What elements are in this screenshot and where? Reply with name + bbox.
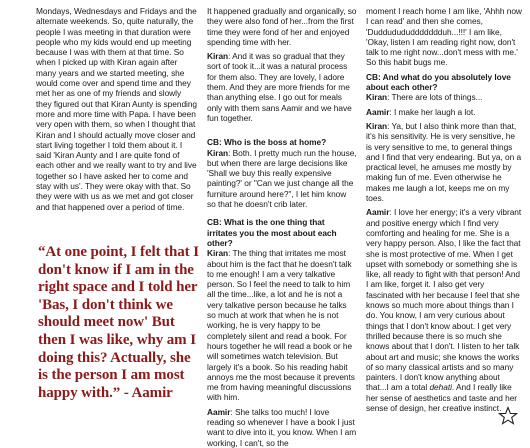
- italic-word: dehati: [429, 382, 452, 393]
- answer-text: : There are lots of things...: [387, 92, 483, 103]
- speaker-name: Kiran: [207, 51, 229, 62]
- body-paragraph: Mondays, Wednesdays and Fridays and the alternate weekends. So, quite naturally, the people I was meeting in that duration were people who my kids would end up meeting because I was with them at that time. So when I picked up with Kiran again after many years and we started meeting, she would come over and spend time and they met her as one of my friends and slowly they figured out that Kiran Aunty is spending more and more time with Papa. I have been very open with them, so when I thought that Kiran and I should actually move closer and start living together I told them about it. I said 'Kiran Aunty and I are quite fond of each other and we really want to try and live together so I have asked her to come and stay with us'. They were okay with that. So they were with us as we met and got closer and that happened over a period of time.: [36, 6, 198, 212]
- answer-text: : I love her energy; it's a very vibrant and positive energy which I find very comforting and healing for me. She is a very happy person. Also, I like the fact that she is most protective of me. When I get upset with somebody or something she is like, all ready to fight with that person! And I am like, forget it. I also get very fascinated with her because I feel that she knows so much more about things than I do. You know, I am very curious about things that I don't know about. I get very thrilled because there is so much she knows about that I don't. I listen to her talk about art and music; she knows the works of so many classical artists and so many painters. I don't know anything about that...I am a total: [366, 207, 522, 393]
- answer-paragraph: [207, 51, 357, 123]
- answer-paragraph: [366, 121, 523, 203]
- speaker-name: Aamir: [366, 106, 390, 117]
- pull-quote: [38, 244, 200, 402]
- speaker-name: Aamir: [207, 406, 231, 417]
- answer-paragraph: [366, 207, 523, 413]
- interview-question: CB: And what do you absolutely love about each other?: [366, 71, 511, 93]
- answer-paragraph: [207, 407, 357, 448]
- column-2: [207, 6, 357, 448]
- pull-quote-attribution: - Aamir: [123, 384, 173, 401]
- answer-text: : I make her laugh a lot.: [389, 106, 476, 117]
- speaker-name: Kiran: [207, 248, 229, 259]
- pull-quote-text: “At one point, I felt that I don't know if I am in the right space and I told her 'Bas, I don't think we should meet now' But then I was like, why am I doing this? Actually, she is the person I am most happy with.”: [38, 244, 199, 401]
- speaker-name: Kiran: [207, 147, 229, 158]
- speaker-name: Kiran: [366, 120, 388, 131]
- answer-text: : Both. I pretty much run the house, but when there are large decisions like 'Shall we buy this really expensive painting?' or "Can we just change all the furniture around here?", I let him know so that he doesn't crib later.: [207, 147, 357, 210]
- interview-question: CB: Who is the boss at home?: [207, 137, 327, 148]
- end-star-icon: [498, 406, 518, 426]
- body-paragraph: moment I reach home I am like, 'Ahhh now I can read' and then she comes, 'Duddudududdddddduh...!!!' I am like, 'Okay, listen I am reading right now, don't talk to me right now...don't mess with me.' So this habit bugs me.: [366, 6, 522, 68]
- answer-text: : The thing that irritates me most about him is the fact that he doesn't talk to me enough! I am a very talkative person. So I feel the need to talk to him all the time...like, a lot and he is not a very talkative person because he talks so much at work that when he is not working, he is very happy to be completely silent and read a book. For hours together he will read a book or he will sometimes watch television. But largely it's a book. So his reading habit annoys me the most because it prevents me from having meaningful discussions with him.: [207, 248, 355, 403]
- answer-paragraph: [366, 92, 523, 102]
- answer-text: : She talks too much! I love reading so whenever I have a book I just want to dive into it, you know. When I am working, I can't, so the: [207, 406, 357, 448]
- speaker-name: Aamir: [366, 207, 390, 218]
- answer-text: : And it was so gradual that they sort of took it...it was a natural process for them also. They are lovely, I adore them. And they are more friends for me than anything else. I go out for meals only with them sans Aamir and we have fun together.: [207, 51, 352, 123]
- answer-paragraph: [207, 248, 357, 402]
- answer-text: : Ya, but I also think more than that, it's his sensitivity. He is very sensitive, he is very sensitive to me, to general things and I find that very endearing. But ya, on a practical level, he amuses me mostly by making fun of me. Even otherwise he makes me laugh a lot, keeps me on my toes.: [366, 120, 522, 204]
- column-3: [366, 6, 523, 413]
- answer-text: . And I really like her sense of aesthetics and taste and her sense of design, her creative instinct.: [366, 382, 518, 413]
- answer-paragraph: [207, 148, 357, 210]
- answer-paragraph: [366, 107, 523, 117]
- column-1: [36, 6, 198, 212]
- body-paragraph: It happened gradually and organically, so they were also fond of her...from the first time they were fond of her and enjoyed spending time with her.: [207, 6, 357, 47]
- speaker-name: Kiran: [366, 92, 388, 103]
- interview-question: CB: What is the one thing that irritates you the most about each other?: [207, 217, 337, 248]
